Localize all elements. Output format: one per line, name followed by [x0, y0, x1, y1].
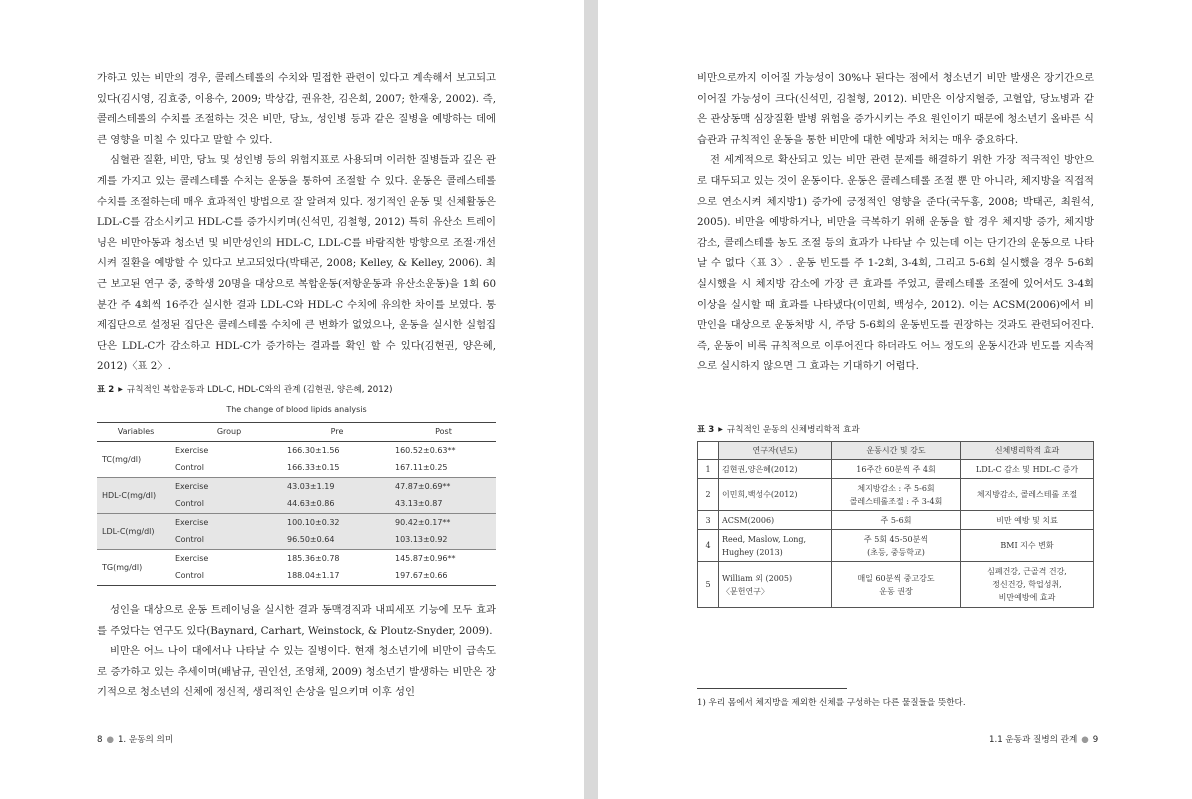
- table2-caption-text: 규칙적인 복합운동과 LDL-C, HDL-C와의 관계 (김현권, 양은혜, 2012): [126, 385, 393, 395]
- row-number: 3: [698, 511, 719, 530]
- table2: [97, 422, 496, 586]
- post-cell: 103.13±0.92: [391, 531, 496, 549]
- exercise-cell: 주 5-6회: [832, 511, 961, 530]
- column-header: Group: [175, 423, 283, 442]
- table-row: [97, 477, 496, 495]
- left-body-text-bottom: [97, 600, 496, 703]
- exercise-line: (초등, 중등학교): [867, 547, 925, 557]
- table-row: [97, 549, 496, 567]
- column-header: Pre: [283, 423, 391, 442]
- table-row: [698, 479, 1094, 511]
- column-header: Post: [391, 423, 496, 442]
- triangle-icon: ▶: [118, 386, 123, 393]
- left-page: [0, 0, 584, 799]
- exercise-line: 운동 권장: [879, 586, 913, 596]
- paragraph: 비만으로까지 이어질 가능성이 30%나 된다는 점에서 청소년기 비만 발생은 장기간으로 이어질 가능성이 크다(신석민, 김철형, 2012). 비만은 이상지혈증, 고혈압, 당뇨병과 같은 관상동맥 심장질환 발병 위험을 증가시키는 주요 원인이기 때문에 청소년기 올바른 식습관과 규칙적인 운동을 통한 비만에 대한 예방과 처치는 매우 중요하다.: [697, 72, 1094, 146]
- table2-title: The change of blood lipids analysis: [226, 405, 367, 414]
- pre-cell: 166.33±0.15: [283, 459, 391, 477]
- effect-line: 정신건강, 학업성취,: [992, 580, 1062, 589]
- pre-cell: 43.03±1.19: [283, 477, 391, 495]
- page-gutter: [584, 0, 598, 799]
- author-cell: 김현권,양은혜(2012): [719, 460, 832, 479]
- exercise-cell: 16주간 60분씩 주 4회: [832, 460, 961, 479]
- triangle-icon: ▶: [718, 426, 723, 433]
- effect-line: 비만예방에 효과: [998, 593, 1056, 602]
- post-cell: 197.67±0.66: [391, 567, 496, 585]
- exercise-cell: [832, 562, 961, 608]
- table-row: [698, 562, 1094, 608]
- exercise-cell: [832, 530, 961, 562]
- pre-cell: 166.30±1.56: [287, 445, 340, 455]
- table3-caption-tag: 표 3: [697, 425, 715, 435]
- author-cell: 이민희,백성수(2012): [719, 479, 832, 511]
- author-line: Hughey (2013): [722, 547, 783, 557]
- pre-cell: 44.63±0.86: [283, 495, 391, 513]
- empty-header-cell: [698, 442, 719, 460]
- variable-cell: HDL-C(mg/dl): [97, 477, 175, 513]
- paragraph: 가하고 있는 비만의 경우, 콜레스테롤의 수치와 밀접한 관련이 있다고 계속해서 보고되고 있다(김시영, 김효중, 이용수, 2009; 박상갑, 권유찬, 김은희, 2007; 한재웅, 2002). 즉, 콜레스테롤의 수치를 조절하는 것은 비만, 당뇨, 성인병 등과 같은 질병을 예방하는 데에 큰 영향을 미칠 수 있다고 말할 수 있다.: [97, 72, 496, 146]
- variable-cell: TC(mg/dl): [97, 441, 175, 477]
- bullet-dot-icon: ●: [106, 735, 114, 745]
- group-cell: Exercise: [175, 513, 283, 531]
- group-cell: Control: [175, 531, 283, 549]
- pre-cell: 188.04±1.17: [283, 567, 391, 585]
- group-cell: Control: [175, 459, 283, 477]
- post-cell: 43.13±0.87: [391, 495, 496, 513]
- exercise-line: 매일 60분씩 중고강도: [857, 573, 935, 583]
- table2-caption-tag: 표 2: [97, 385, 115, 395]
- effect-cell: LDL-C 감소 및 HDL-C 증가: [961, 460, 1094, 479]
- page-number: 8: [97, 735, 103, 745]
- column-header: 연구자(년도): [719, 442, 832, 460]
- table-header-row: [698, 442, 1094, 460]
- group-cell: Exercise: [175, 477, 283, 495]
- table-row: [698, 530, 1094, 562]
- column-header: Variables: [97, 423, 175, 442]
- table-row: [97, 441, 496, 459]
- column-header: 신체병리학적 효과: [961, 442, 1094, 460]
- footnote: 1) 우리 몸에서 체지방을 제외한 신체를 구성하는 다른 물질들을 뜻한다.: [697, 698, 966, 708]
- section-title: 1.1 운동과 질병의 관계: [989, 735, 1078, 745]
- table3-caption-text: 규칙적인 운동의 신체병리학적 효과: [726, 425, 860, 435]
- table3-caption: [697, 423, 860, 435]
- paragraph: 전 세계적으로 확산되고 있는 비만 관련 문제를 해결하기 위한 가장 적극적인 방안으로 대두되고 있는 것이 운동이다. 운동은 콜레스테롤 조절 뿐 만 아니라, 체지방을 직접적으로 연소시켜 체지방1) 증가에 긍정적인 영향을 준다(국두홍, 2008; 박태곤, 최원석, 2005). 비만을 예방하거나, 비만을 극복하기 위해 운동을 할 경우 체지방 증가, 체지방 감소, 콜레스테롤 농도 조절 등의 효과가 나타날 수 있는데 이는 단기간의 운동으로 나타날 수 없다〈표 3〉. 운동 빈도를 주 1-2회, 3-4회, 그리고 5-6회 실시했을 경우 5-6회 실시했을 시 체지방 감소에 가장 큰 효과를 주었고, 콜레스테롤 조절에 있어서도 3-4회 이상을 실시할 때 효과를 나타냈다(이민희, 백성수, 2012). 이는 ACSM(2006)에서 비만인을 대상으로 운동처방 시, 주당 5-6회의 운동빈도를 권장하는 것과도 관련되어진다. 즉, 운동이 비록 규칙적으로 이루어진다 하더라도 어느 정도의 운동시간과 빈도를 지속적으로 실시하지 않으면 그 효과는 기대하기 어렵다.: [697, 154, 1094, 373]
- table2-caption: [97, 383, 393, 395]
- author-line: Reed, Maslow, Long,: [722, 534, 807, 544]
- exercise-line: 콜레스테롤조절 : 주 3-4회: [849, 496, 943, 506]
- post-cell: 47.87±0.69**: [391, 477, 496, 495]
- row-number: 2: [698, 479, 719, 511]
- variable-cell: TG(mg/dl): [97, 549, 175, 585]
- effect-cell: 비만 예방 및 치료: [961, 511, 1094, 530]
- group-cell: Exercise: [175, 553, 209, 563]
- exercise-cell: [832, 479, 961, 511]
- author-cell: [719, 530, 832, 562]
- pre-cell: 185.36±0.78: [287, 553, 340, 563]
- post-cell: 145.87±0.96**: [395, 553, 456, 563]
- exercise-line: 주 5회 45-50분씩: [863, 534, 929, 544]
- column-header: 운동시간 및 강도: [832, 442, 961, 460]
- footnote-rule: [697, 688, 847, 689]
- section-title: 1. 운동의 의미: [117, 735, 174, 745]
- right-body-text: [697, 68, 1094, 377]
- pre-cell: 96.50±0.64: [283, 531, 391, 549]
- author-cell: [719, 562, 832, 608]
- page-number: 9: [1092, 735, 1099, 745]
- row-number: 1: [698, 460, 719, 479]
- table3: [697, 441, 1094, 608]
- post-cell: 90.42±0.17**: [391, 513, 496, 531]
- exercise-line: 체지방감소 : 주 5-6회: [857, 483, 935, 493]
- table-header-row: [97, 423, 496, 442]
- bullet-dot-icon: ●: [1081, 735, 1089, 745]
- table-row: [698, 511, 1094, 530]
- effect-cell: [961, 562, 1094, 608]
- variable-cell: LDL-C(mg/dl): [97, 513, 175, 549]
- post-cell: 167.11±0.25: [391, 459, 496, 477]
- row-number: 5: [698, 562, 719, 608]
- paragraph: 성인을 대상으로 운동 트레이닝을 실시한 결과 동맥경직과 내피세포 기능에 모두 효과를 주었다는 연구도 있다(Baynard, Carhart, Weinstock, & Ploutz-Snyder, 2009).: [97, 604, 496, 637]
- pre-cell: 100.10±0.32: [283, 513, 391, 531]
- effect-line: 심폐건강, 근골격 건강,: [987, 567, 1067, 576]
- row-number: 4: [698, 530, 719, 562]
- author-line: William 외 (2005): [722, 573, 793, 583]
- table-row: [97, 513, 496, 531]
- author-cell: ACSM(2006): [719, 511, 832, 530]
- group-cell: Control: [175, 567, 283, 585]
- left-footer: [97, 733, 173, 745]
- group-cell: Control: [175, 495, 283, 513]
- post-cell: 160.52±0.63**: [395, 445, 456, 455]
- right-footer: [989, 733, 1098, 745]
- left-body-text-top: [97, 68, 496, 377]
- right-page: [598, 0, 1192, 799]
- table-row: [698, 460, 1094, 479]
- author-line: 〈문헌연구〉: [722, 586, 769, 596]
- group-cell: Exercise: [175, 445, 209, 455]
- effect-cell: BMI 지수 변화: [961, 530, 1094, 562]
- paragraph: 심혈관 질환, 비만, 당뇨 및 성인병 등의 위험지표로 사용되며 이러한 질병들과 깊은 관계를 가지고 있는 콜레스테롤 수치는 운동을 통하여 조절할 수 있다. 운동은 콜레스테롤 수치를 조절하는데 매우 효과적인 방법으로 잘 알려져 있다. 정기적인 운동 및 신체활동은 LDL-C를 감소시키고 HDL-C를 증가시키며(신석민, 김철형, 2012) 특히 유산소 트레이닝은 비만아동과 청소년 및 비만성인의 HDL-C, LDL-C를 바람직한 방향으로 조절·개선시켜 질환을 예방할 수 있다고 보고되었다(박태곤, 2008; Kelley, & Kelley, 2006). 최근 보고된 연구 중, 중학생 20명을 대상으로 복합운동(저항운동과 유산소운동)을 1회 60분간 주 4회씩 16주간 실시한 결과 LDL-C와 HDL-C 수치에 유의한 차이를 보였다. 통제집단으로 설정된 집단은 콜레스테롤 수치에 큰 변화가 없었으나, 운동을 실시한 실험집단은 LDL-C가 감소하고 HDL-C가 증가하는 결과를 확인 할 수 있다(김현권, 양은혜, 2012)〈표 2〉.: [97, 154, 496, 373]
- effect-cell: 체지방감소, 콜레스테롤 조절: [961, 479, 1094, 511]
- paragraph: 비만은 어느 나이 대에서나 나타날 수 있는 질병이다. 현재 청소년기에 비만이 급속도로 증가하고 있는 추세이며(배남규, 권인선, 조영채, 2009) 청소년기 발생하는 비만은 장기적으로 청소년의 신체에 정신적, 생리적인 손상을 일으키며 이후 성인: [97, 645, 496, 699]
